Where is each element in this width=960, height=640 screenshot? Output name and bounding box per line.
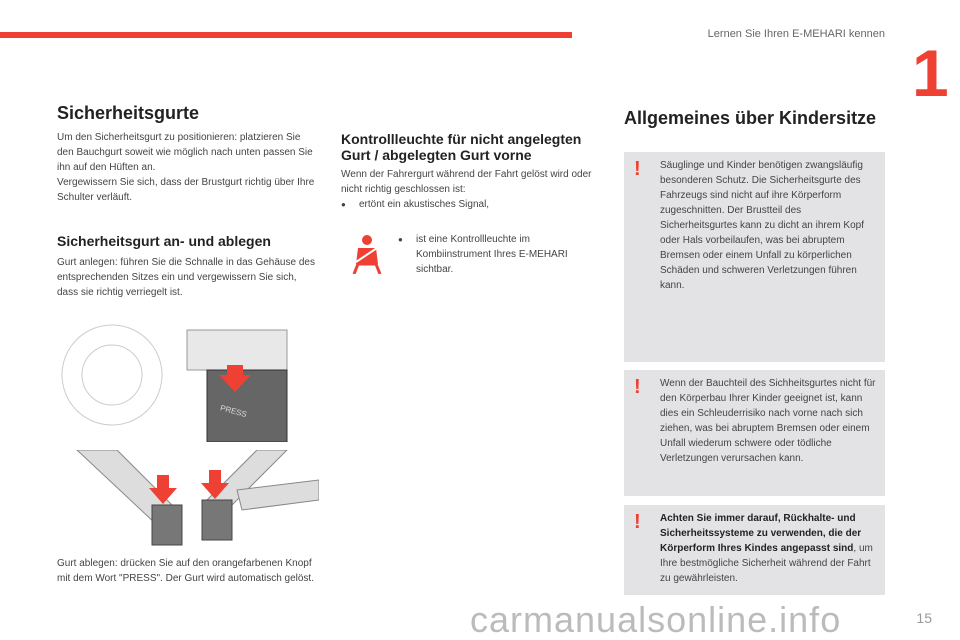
chapter-number: 1 — [912, 36, 949, 110]
right-column — [624, 107, 885, 595]
fasten-text: Gurt anlegen: führen Sie die Schnalle in das Gehäuse des entsprechenden Sitzes ein und vergewissern Sie sich, dass sie richtig verriegelt ist. — [57, 257, 315, 298]
unbuckle-illustration — [57, 450, 319, 548]
buckle-illustration — [57, 320, 319, 442]
intro-2: Vergewissern Sie sich, dass der Brustgurt richtig über Ihre Schulter verläuft. — [57, 177, 315, 203]
seatbelt-warning-icon — [341, 232, 398, 279]
bullet-1: ● ertönt ein akustisches Signal, — [341, 199, 490, 210]
header-accent-bar — [0, 32, 572, 38]
page-title: Sicherheitsgurte — [57, 103, 200, 123]
warning-text-3: Achten Sie immer darauf, Rückhalte- und Sicherheitssysteme zu verwenden, die der Körperform Ihres Kindes angepasst sind, um Ihre bestmögliche Sicherheit während der Fahrt zu gewährleisten. — [660, 513, 873, 584]
child-seat-title: Allgemeines über Kindersitze — [624, 108, 877, 128]
section-title: Lernen Sie Ihren E-MEHARI kennen — [707, 28, 885, 40]
warning-icon: ! — [634, 376, 641, 398]
warning-icon: ! — [634, 158, 641, 180]
warning-light-text: Wenn der Fahrergurt während der Fahrt gelöst wird oder nicht richtig geschlossen ist: — [341, 169, 592, 195]
warning-icon: ! — [634, 511, 641, 533]
unfasten-text: Gurt ablegen: drücken Sie auf den orangefarbenen Knopf mit dem Wort "PRESS". Der Gurt wird automatisch gelöst. — [57, 558, 314, 584]
warning-text-2: Wenn der Bauchteil des Sichheitsgurtes nicht für den Körperbau Ihrer Kinder geeignet ist, kann dies ein Schleuderrisiko nach vorne nach sich ziehen, was bei abruptem Bremsen oder einem Unfall wiederum schwere oder tödliche Verletzungen verursachen kann. — [660, 378, 876, 464]
watermark: carmanualsonline.info — [470, 599, 842, 640]
intro-1: Um den Sicherheitsgurt zu positionieren: platzieren Sie den Bauchgurt soweit wie möglich nach unten passen Sie ihn auf den Hüften an. — [57, 132, 313, 173]
warning-light-heading: Kontrollleuchte für nicht angelegten Gurt / abgelegten Gurt vorne — [341, 131, 582, 163]
fasten-heading: Sicherheitsgurt an- und ablegen — [57, 233, 271, 249]
warning-light-row — [341, 232, 603, 279]
warning-box-2 — [624, 370, 885, 496]
press-label: PRESS — [219, 403, 248, 420]
warning-box-1 — [624, 152, 885, 362]
warning-text-1: Säuglinge und Kinder benötigen zwangsläufig besonderen Schutz. Die Sicherheitsgurte des Fahrzeugs sind nicht auf ihre Körperform zugeschnitten. Der Brustteil des Sicherheitsgurtes kann zu dicht an ihrem Kopf oder Hals vorbeilaufen, was bei abruptem Bremsen oder einem Unfall zu körperlichen Schäden und schweren Verletzungen führen kann. — [660, 160, 864, 291]
left-column — [57, 102, 319, 586]
middle-column — [341, 131, 603, 279]
warning-box-3 — [624, 505, 885, 595]
bullet-2: ● ist eine Kontrollleuchte im Kombiinstrument Ihres E-MEHARI sichtbar. — [398, 234, 568, 275]
page-number: 15 — [916, 610, 932, 626]
